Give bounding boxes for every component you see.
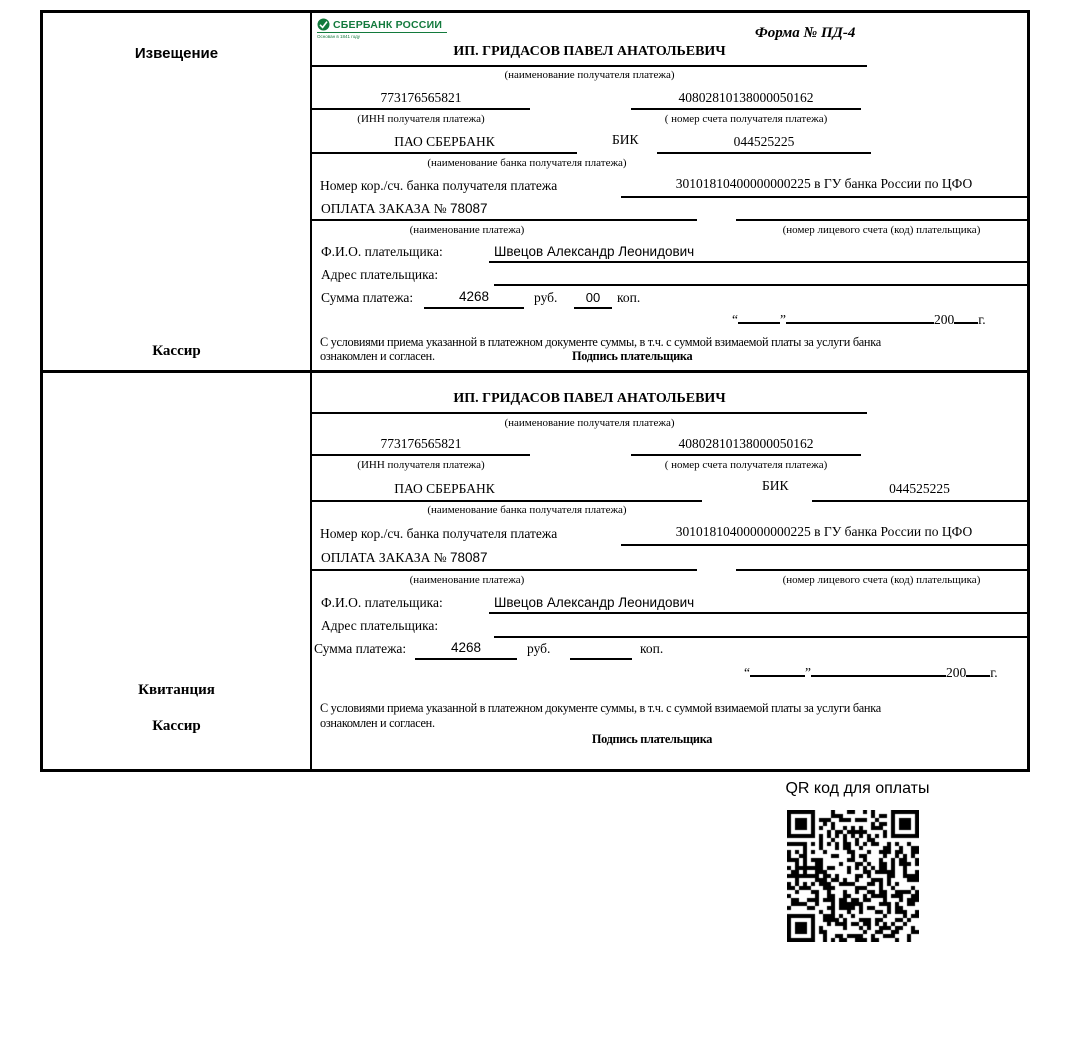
agreement-text-line2: ознакомлен и согласен. <box>320 349 435 363</box>
bik-value: 044525225 <box>733 134 795 149</box>
rub-label: руб. <box>534 290 558 305</box>
payment-sum-label: Сумма платежа: <box>314 641 407 656</box>
sberbank-logo-tagline: Основан в 1841 году <box>317 34 361 39</box>
receipt-cashier-label: Кассир <box>152 718 201 734</box>
recipient-underline <box>312 65 867 67</box>
sum-rub-underline <box>424 307 524 309</box>
recipient-name: ИП. ГРИДАСОВ ПАВЕЛ АНАТОЛЬЕВИЧ <box>453 44 726 59</box>
account-underline <box>631 108 861 110</box>
order-number: 78087 <box>450 201 488 216</box>
inn-caption: (ИНН получателя платежа) <box>357 113 485 125</box>
payer-fio-label: Ф.И.О. плательщика: <box>321 244 443 259</box>
receipt-section <box>43 373 1027 769</box>
account-underline <box>631 454 861 456</box>
payer-address-underline <box>494 284 1027 286</box>
payer-fio-underline <box>489 612 1027 614</box>
sberbank-logo-text: СБЕРБАНК РОССИИ <box>333 18 443 31</box>
payer-address-underline <box>494 636 1027 638</box>
date-month-blank <box>786 310 934 324</box>
pd4-table <box>40 10 1030 772</box>
inn-value: 773176565821 <box>380 436 462 451</box>
notice-main-area <box>312 13 1027 370</box>
sum-kop-underline <box>570 658 632 660</box>
payer-address-label: Адрес плательщика: <box>321 618 439 633</box>
date-quote-close: ” <box>780 312 786 327</box>
recipient-caption: (наименование получателя платежа) <box>504 417 675 429</box>
date-day-blank <box>750 663 805 677</box>
bank-name: ПАО СБЕРБАНК <box>394 481 495 496</box>
corr-underline <box>621 544 1027 546</box>
agreement-text-line2: ознакомлен и согласен. <box>320 716 435 730</box>
corr-underline <box>621 196 1027 198</box>
payment-qr-code <box>787 810 919 942</box>
personal-account-underline <box>736 569 1027 571</box>
date-day-blank <box>738 310 780 324</box>
notice-side-column <box>43 13 312 370</box>
account-caption: ( номер счета получателя платежа) <box>664 113 828 125</box>
bik-label: БИК <box>612 132 639 147</box>
order-number: 78087 <box>450 550 488 565</box>
payer-signature-label: Подпись плательщика <box>591 732 713 746</box>
corr-account-label: Номер кор./сч. банка получателя платежа <box>320 526 558 541</box>
date-year-blank <box>966 663 990 677</box>
date-year-suffix: г. <box>978 312 986 327</box>
payment-name-underline <box>312 569 697 571</box>
recipient-underline <box>312 412 867 414</box>
payer-address-label: Адрес плательщика: <box>321 267 439 282</box>
agreement-text-line1: С условиями приема указанной в платежном документе суммы, в т.ч. с суммой взимаемой платы за услуги банка <box>320 701 881 715</box>
receipt-side-column <box>43 373 312 769</box>
corr-account-label: Номер кор./сч. банка получателя платежа <box>320 178 558 193</box>
bik-underline <box>812 500 1027 502</box>
bik-label: БИК <box>762 478 789 493</box>
qr-caption: QR код для оплаты <box>785 780 930 797</box>
bank-name: ПАО СБЕРБАНК <box>394 134 495 149</box>
payment-name-underline <box>312 219 697 221</box>
date-line <box>732 310 986 328</box>
notice-cashier-label: Кассир <box>152 343 201 359</box>
account-value: 40802810138000050162 <box>678 436 814 451</box>
date-year: 200 <box>946 665 967 680</box>
date-year-suffix: г. <box>990 665 998 680</box>
bank-caption: (наименование банка получателя платежа) <box>427 157 627 169</box>
form-number: Форма № ПД-4 <box>755 25 856 41</box>
sum-kop-value: 00 <box>585 290 601 305</box>
recipient-caption: (наименование получателя платежа) <box>504 69 675 81</box>
payment-name-prefix: ОПЛАТА ЗАКАЗА № <box>321 550 447 565</box>
bank-underline <box>312 500 702 502</box>
personal-account-caption: (номер лицевого счета (код) плательщика) <box>782 574 981 586</box>
payment-name <box>321 550 488 566</box>
agreement-text-line1: С условиями приема указанной в платежном документе суммы, в т.ч. с суммой взимаемой платы за услуги банка <box>320 335 881 349</box>
date-year-blank <box>954 310 978 324</box>
inn-caption: (ИНН получателя платежа) <box>357 459 485 471</box>
personal-account-caption: (номер лицевого счета (код) плательщика) <box>782 224 981 236</box>
bank-caption: (наименование банка получателя платежа) <box>427 504 627 516</box>
receipt-main-area <box>312 373 1027 769</box>
notice-title: Извещение <box>134 45 219 62</box>
corr-account-value: 30101810400000000225 в ГУ банка России по ЦФО <box>675 176 973 191</box>
date-quote-open: “ <box>732 312 738 327</box>
notice-section <box>43 13 1027 373</box>
rub-label: руб. <box>527 641 551 656</box>
payment-sum-label: Сумма платежа: <box>321 290 414 305</box>
sum-rub-value: 4268 <box>458 289 490 304</box>
account-value: 40802810138000050162 <box>678 90 814 105</box>
inn-value: 773176565821 <box>380 90 462 105</box>
sberbank-emblem-icon <box>317 18 330 31</box>
inn-underline <box>312 108 530 110</box>
date-quote-close: ” <box>805 665 811 680</box>
date-line <box>744 663 998 681</box>
payer-fio-value: Швецов Александр Леонидович <box>494 244 695 259</box>
date-year: 200 <box>934 312 955 327</box>
kop-label: коп. <box>617 290 641 305</box>
payment-name-caption: (наименование платежа) <box>409 574 525 586</box>
receipt-title: Квитанция <box>138 682 215 698</box>
bik-value: 044525225 <box>889 481 950 496</box>
personal-account-underline <box>736 219 1027 221</box>
payer-fio-value: Швецов Александр Леонидович <box>494 595 695 610</box>
date-quote-open: “ <box>744 665 750 680</box>
sberbank-logo <box>317 18 447 39</box>
kop-label: коп. <box>640 641 664 656</box>
bank-underline <box>312 152 577 154</box>
payment-name <box>321 201 488 217</box>
payer-signature-label: Подпись плательщика <box>572 349 693 363</box>
payment-name-caption: (наименование платежа) <box>409 224 525 236</box>
sum-rub-value: 4268 <box>450 640 482 655</box>
payer-fio-label: Ф.И.О. плательщика: <box>321 595 443 610</box>
payment-name-prefix: ОПЛАТА ЗАКАЗА № <box>321 201 447 216</box>
inn-underline <box>312 454 530 456</box>
payer-fio-underline <box>489 261 1027 263</box>
account-caption: ( номер счета получателя платежа) <box>664 459 828 471</box>
sum-kop-underline <box>574 307 612 309</box>
bik-underline <box>657 152 871 154</box>
date-month-blank <box>811 663 946 677</box>
corr-account-value: 30101810400000000225 в ГУ банка России по ЦФО <box>675 524 973 539</box>
sum-rub-underline <box>415 658 517 660</box>
recipient-name: ИП. ГРИДАСОВ ПАВЕЛ АНАТОЛЬЕВИЧ <box>453 391 726 406</box>
